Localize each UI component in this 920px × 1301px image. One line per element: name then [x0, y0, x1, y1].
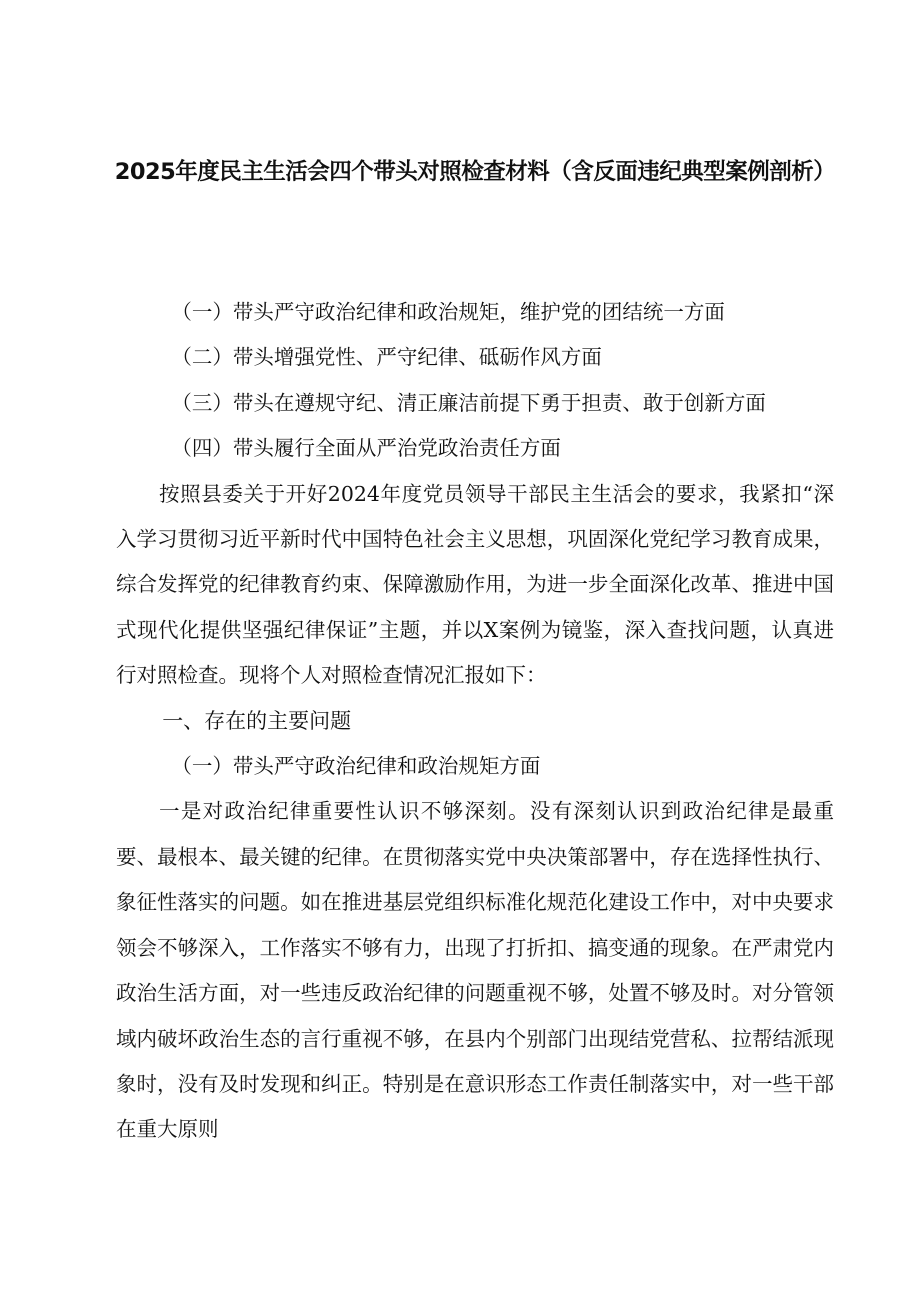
document-body: [116, 290, 834, 1153]
document-title: 2025年度民主生活会四个带头对照检查材料（含反面违纪典型案例剖析）: [114, 159, 836, 185]
outline-item-1: （一）带头严守政治纪律和政治规矩，维护党的团结统一方面: [171, 300, 725, 324]
intro-paragraph: 按照县委关于开好2024年度党员领导干部民主生活会的要求，我紧扣“深入学习贯彻习近平新时代中国特色社会主义思想，巩固深化党纪学习教育成果，综合发挥党的纪律教育约束、保障激励作用，为进一步全面深化改革、推进中国式现代化提供坚强纪律保证”主题，并以X案例为镜鉴，深入查找问题，认真进行对照检查。现将个人对照检查情况汇报如下：: [116, 481, 834, 688]
body-paragraph-1: 一是对政治纪律重要性认识不够深刻。没有深刻认识到政治纪律是最重要、最根本、最关键的纪律。在贯彻落实党中央决策部署中，存在选择性执行、象征性落实的问题。如在推进基层党组织标准化规范化建设工作中，对中央要求领会不够深入，工作落实不够有力，出现了打折扣、搞变通的现象。在严肃党内政治生活方面，对一些违反政治纪律的问题重视不够，处置不够及时。对分管领域内破坏政治生态的言行重视不够，在县内个别部门出现结党营私、拉帮结派现象时，没有及时发现和纠正。特别是在意识形态工作责任制落实中，对一些干部在重大原则: [116, 799, 834, 1142]
outline-item-4: （四）带头履行全面从严治党政治责任方面: [171, 436, 561, 461]
section-heading-1: 一、存在的主要问题: [162, 708, 352, 733]
outline-item-2: （二）带头增强党性、严守纪律、砥砺作风方面: [171, 345, 602, 370]
outline-item-3: （三）带头在遵规守纪、清正廉洁前提下勇于担责、敢于创新方面: [171, 390, 766, 415]
subsection-heading-1: （一）带头严守政治纪律和政治规矩方面: [171, 754, 541, 779]
